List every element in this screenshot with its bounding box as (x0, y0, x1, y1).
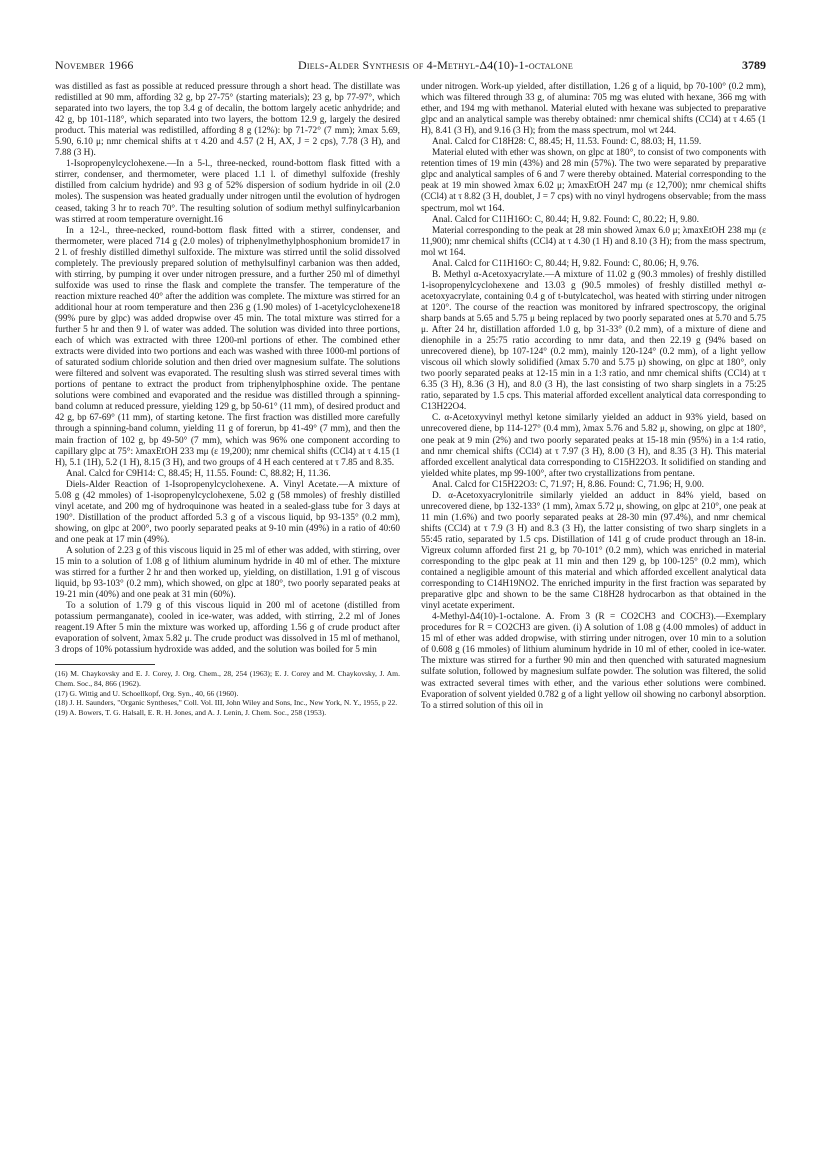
footnote-16: (16) M. Chaykovsky and E. J. Corey, J. Org. Chem., 28, 254 (1963); E. J. Corey and M. Chaykovsky, J. Am. Chem. Soc., 84, 866 (1962). (55, 669, 400, 689)
paragraph: was distilled as fast as possible at reduced pressure through a short head. The distillate was redistilled at 90 mm, affording 32 g, bp 27-75° (starting materials); 23 g, bp 77-97°, which separated into two layers, the top 3.4 g of decalin, the bottom largely acetic anhydride; and 42 g, bp 101-118°, which separated into two layers, the bottom 12.9 g, largely the desired product. This material was redistilled, affording 8 g (12%): bp 71-72° (7 mm); λmax 5.69, 5.90, 6.10 μ; nmr chemical shifts at τ 4.20 and 4.57 (2 H, AX, J = 2 cps), 7.78 (3 H), and 7.88 (3 H). (55, 82, 400, 159)
footnote-divider (55, 664, 155, 665)
paragraph: A solution of 2.23 g of this viscous liquid in 25 ml of ether was added, with stirring, over 15 min to a solution of 1.08 g of lithium aluminum hydride in 40 ml of ether. The mixture was stirred for a further 2 hr and then worked up, yielding, on distillation, 1.91 g of viscous liquid, bp 93-103° (0.2 mm), which showed, on glpc at 180°, two poorly separated peaks at 19-21 min (40%) and one peak at 31 min (60%). (55, 545, 400, 601)
section-acetoxyacrylonitrile: D. α-Acetoxyacrylonitrile similarly yielded an adduct in 84% yield, based on unrecovered diene, bp 132-133° (1 mm), λmax 5.72 μ, showing, on glpc at 210°, one peak at 11 min (1.6%) and two poorly separated peaks at 28-30 min (97.4%), and nmr chemical shifts (CCl4) at τ 7.9 (3 H) and 8.3 (3 H), the latter consisting of two sharp singlets in a 55:45 ratio, separated by 1.5 cps. Distillation of 141 g of crude product through an 18-in. Vigreux column afforded first 21 g, bp 70-101° (0.2 mm), which was enriched in material corresponding to the glpc peak at 11 min and then 129 g, bp 100-125° (0.2 mm), which contained a negligible amount of this material and which afforded excellent analytical data corresponding to C14H19NO2. The enriched impurity in the first fraction was separated by preparative glpc and shown to be the same C18H28 hydrocarbon as that obtained in the vinyl acetate experiment. (421, 490, 766, 612)
section-diels-alder: Diels-Alder Reaction of 1-Isopropenylcyclohexene. A. Vinyl Acetate.—A mixture of 5.08 g (42 mmoles) of 1-isopropenylcyclohexene, 5.02 g (58 mmoles) of freshly distilled vinyl acetate, and 200 mg of hydroquinone was heated in a sealed-glass tube for 3 days at 190°. Distillation of the product afforded 5.3 g of a viscous liquid, bp 93-135° (0.2 mm), showing, on glpc at 200°, two poorly separated peaks at 9-10 min (49%) in a ratio of 40:60 and one peak at 17 min (49%). (55, 479, 400, 545)
footnote-17: (17) G. Wittig and U. Schoellkopf, Org. Syn., 40, 66 (1960). (55, 688, 239, 698)
section-methyl-octalone: 4-Methyl-Δ4(10)-1-octalone. A. From 3 (R = CO2CH3 and COCH3).—Exemplary procedures for R = CO2CH3 are given. (i) A solution of 1.08 g (4.00 mmoles) of adduct in 15 ml of ether was added dropwise, with stirring under nitrogen, over 10 min to a solution of 0.608 g (16 mmoles) of lithium aluminum hydride in 10 ml of ether, cooled in ice-water. The mixture was stirred for a further 90 min and then quenched with saturated magnesium sulfate solution, followed by magnesium sulfate powder. The solution was filtered, the solid was extracted several times with ether, and the various ether solutions were combined. Evaporation of solvent yielded 0.782 g of a light yellow oil showing no carbonyl absorption. To a stirred solution of this oil in (421, 612, 766, 711)
running-title: Diels-Alder Synthesis of 4-Methyl-Δ4(10)-1-octalone (298, 58, 573, 72)
paragraph: In a 12-l., three-necked, round-bottom flask fitted with a stirrer, condenser, and thermometer, were placed 714 g (2.0 moles) of triphenylmethylphosphonium bromide17 in 2 l. of freshly distilled dimethyl sulfoxide. The mixture was stirred until the solid dissolved completely. The previously prepared solution of methylsulfinyl carbanion was then added, with stirring, by pumping it over under nitrogen pressure, and a further 250 ml of dimethyl sulfoxide was used to rinse the flask and complete the transfer. The temperature of the reaction mixture reached 40° after the addition was complete. The mixture was stirred for an additional hour at room temperature and then 236 g (1.90 moles) of 1-acetylcyclohexene18 (99% pure by glpc) was added dropwise over 45 min. The total mixture was stirred for a further 5 hr and then 9 l. of water was added. The solution was divided into three portions, each of which was extracted with three 1200-ml portions of ether. The combined ether extracts were divided into two portions and each was washed with three 1000-ml portions of of saturated sodium chloride solution and then dried over magnesium sulfate. The solutions were filtered and solvent was evaporated. The resulting slush was stirred several times with portions of pentane to extract the product from triphenylphosphine oxide. The pentane solutions were combined and evaporated and the residue was distilled through a spinning-band column at reduced pressure, yielding 129 g, bp 50-61° (11 mm), of desired product and 42 g, bp 67-69° (11 mm), of starting ketone. The first fraction was distilled more carefully through a spinning-band column, yielding 11 g of forerun, bp 41-49° (7 mm), and then the main fraction of 102 g, bp 49-50° (7 mm), which was 96% one component according to capillary glpc at 75°: λmaxEtOH 233 mμ (ε 19,200); nmr chemical shifts (CCl4) at τ 4.15 (1 H), 5.1 (1H), 5.2 (1 H), 8.15 (3 H), and two groups of 4 H each centered at τ 7.85 and 8.35. (55, 225, 400, 468)
analysis-line: Anal. Calcd for C18H28: C, 88.45; H, 11.53. Found: C, 88.03; H, 11.59. (432, 137, 702, 148)
analysis-line: Anal. Calcd for C9H14: C, 88.45; H, 11.55. Found: C, 88.82; H, 11.36. (66, 468, 331, 479)
section-acetoxyvinyl-methyl-ketone: C. α-Acetoxyvinyl methyl ketone similarly yielded an adduct in 93% yield, based on unrecovered diene, bp 114-127° (0.4 mm), λmax 5.76 and 5.82 μ, showing, on glpc at 180°, one peak at 9 min (2%) and two poorly separated peaks at 15-18 min (95%) in a 1:4 ratio, and nmr chemical shifts (CCl4) at τ 7.97 (3 H), 8.00 (3 H), and 8.35 (3 H). This material afforded excellent analytical data corresponding to C15H22O3. It solidified on standing and yielded white plates, mp 99-100°, after two crystallizations from pentane. (421, 413, 766, 479)
footnotes (55, 669, 400, 717)
paragraph: Material corresponding to the peak at 28 min showed λmax 6.0 μ; λmaxEtOH 238 mμ (ε 11,900); nmr chemical shifts (CCl4) at τ 4.30 (1 H) and 8.10 (3 H); from the mass spectrum, mol wt 164. (421, 225, 766, 258)
footnote-18: (18) J. H. Saunders, "Organic Syntheses," Coll. Vol. III, John Wiley and Sons, Inc., New York, N. Y., 1955, p 22. (55, 698, 398, 708)
left-column (55, 82, 400, 717)
paragraph: Material eluted with ether was shown, on glpc at 180°, to consist of two components with retention times of 19 min (43%) and 28 min (57%). The two were separated by preparative glpc and analytical samples of 6 and 7 were thereby obtained. Material corresponding to the peak at 19 min showed λmax 6.02 μ; λmaxEtOH 247 mμ (ε 12,700); nmr chemical shifts (CCl4) at τ 8.82 (3 H, doublet, J = 7 cps) with no vinyl hydrogens observable; from the mass spectrum, mol wt 164. (421, 148, 766, 214)
footnote-19: (19) A. Bowers, T. G. Halsall, E. R. H. Jones, and A. J. Lenin, J. Chem. Soc., 258 (1953). (55, 707, 327, 717)
analysis-line: Anal. Calcd for C15H22O3: C, 71.97; H, 8.86. Found: C, 71.96; H, 9.00. (432, 479, 704, 490)
analysis-line: Anal. Calcd for C11H16O: C, 80.44; H, 9.82. Found: C, 80.22; H, 9.80. (432, 214, 699, 225)
section-isopropenylcyclohexene: 1-Isopropenylcyclohexene.—In a 5-l., three-necked, round-bottom flask fitted with a stirrer, condenser, and thermometer, were placed 1.1 l. of dimethyl sulfoxide (freshly distilled from calcium hydride) and 93 g of 52% dispersion of sodium hydride in oil (2.0 moles). The suspension was heated gradually under nitrogen until the evolution of hydrogen ceased, taking 3 hr to reach 70°. The resulting solution of sodium methyl sulfinylcarbanion was stirred at room temperature overnight.16 (55, 159, 400, 225)
issue-date: November 1966 (55, 58, 134, 72)
right-column (421, 82, 766, 712)
paragraph: under nitrogen. Work-up yielded, after distillation, 1.26 g of a liquid, bp 70-100° (0.2 mm), which was filtered through 33 g, of alumina: 705 mg was eluted with hexane, 366 mg with ether, and 194 mg with methanol. Material eluted with hexane was subjected to preparative glpc and an analytical sample was thereby obtained: nmr chemical shifts (CCl4) at τ 4.65 (1 H), 8.41 (3 H), and 9.16 (3 H); from the mass spectrum, mol wt 244. (421, 82, 766, 137)
section-methyl-acetoxyacrylate: B. Methyl α-Acetoxyacrylate.—A mixture of 11.02 g (90.3 mmoles) of freshly distilled 1-isopropenylcyclohexene and 13.03 g (90.5 mmoles) of freshly distilled methyl α-acetoxyacrylate, containing 0.4 g of t-butylcatechol, was heated with stirring under nitrogen at 120°. The course of the reaction was monitored by infrared spectroscopy, the original sharp bands at 5.65 and 5.75 μ being replaced by two poorly separated ones at 5.70 and 5.75 μ. After 24 hr, distillation afforded 1.0 g, bp 31-33° (0.2 mm), of a mixture of diene and dienophile in a 25:75 ratio according to nmr data, and then 22.19 g (94% based on unrecovered diene), bp 107-124° (0.2 mm), mainly 120-124° (0.2 mm), of a light yellow viscous oil which slowly solidified (λmax 5.70 and 5.75 μ) showing, on glpc at 180°, only two poorly separated peaks at 12-15 min in a 1:3 ratio, and nmr chemical shifts (CCl4) at τ 6.35 (3 H), 8.36 (3 H), and 8.0 (3 H), the last consisting of two sharp singlets in a 75:25 ratio, separated by 1.5 cps. This material afforded excellent analytical data corresponding to C13H22O4. (421, 269, 766, 413)
running-header (55, 58, 766, 76)
analysis-line: Anal. Calcd for C11H16O: C, 80.44; H, 9.82. Found: C, 80.06; H, 9.76. (432, 258, 699, 269)
page-number: 3789 (742, 58, 766, 72)
paragraph: To a solution of 1.79 g of this viscous liquid in 200 ml of acetone (distilled from potassium permanganate), cooled in ice-water, was added, with stirring, 2.2 ml of Jones reagent.19 After 5 min the mixture was worked up, affording 1.56 g of crude product after evaporation of solvent, λmax 5.82 μ. The crude product was dissolved in 15 ml of methanol, 3 drops of 10% potassium hydroxide was added, and the solution was boiled for 5 min (55, 601, 400, 656)
